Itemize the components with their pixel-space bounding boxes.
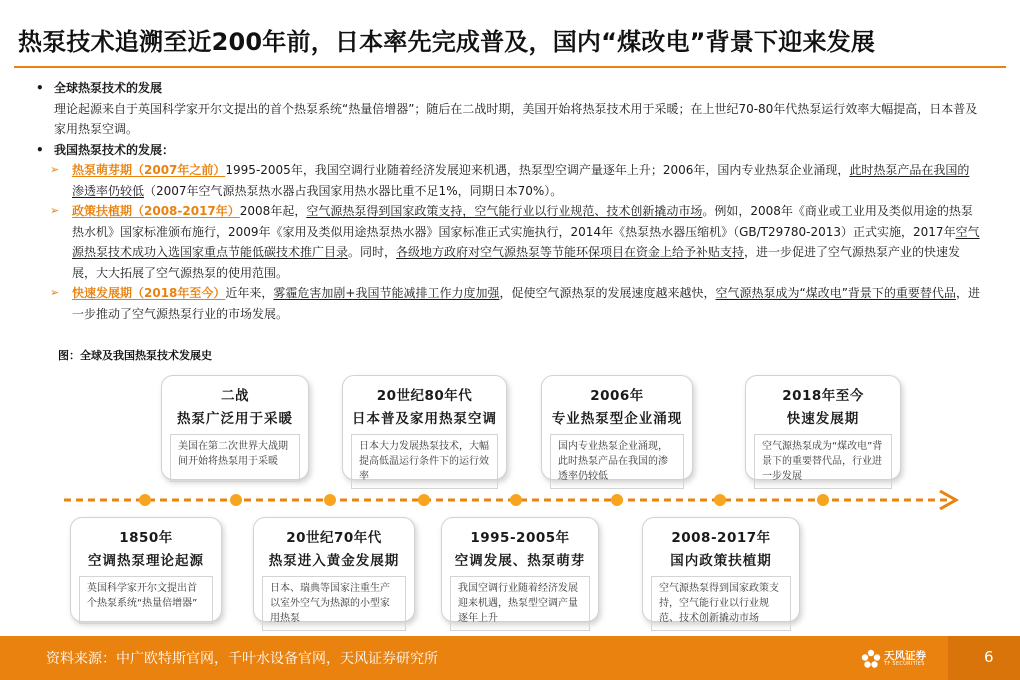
timeline-card-2018 — [745, 375, 901, 480]
card-year: 二战 — [221, 388, 249, 404]
card-heading: 热泵广泛用于采暖 — [177, 411, 293, 427]
bullet-icon: • — [36, 81, 44, 95]
timeline-card-2008 — [642, 517, 800, 622]
stage-text: 1995-2005年，我国空调行业随着经济发展迎来机遇，热泵型空调产量逐年上升；2006年，国内专业热泵企业涌现， — [225, 163, 850, 177]
card-year: 2008-2017年 — [671, 530, 771, 546]
china-heading: 我国热泵技术的发展： — [54, 142, 175, 157]
stage-label: 快速发展期（2018年至今） — [72, 286, 226, 300]
stage-text: 。例如，2008年《商业或工业用及类似用途的热泵热水机》国家标准颁布施行，2009年《家用及类似用途热泵热水器》国家标准正式实施执行，2014年《热泵热水器压缩机》（GB/T29780-2013）正式实施，2017年 — [72, 204, 973, 239]
global-paragraph: 理论起源来自于英国科学家开尔文提出的首个热泵系统“热量倍增器”；随后在二战时期，美国开始将热泵技术用于采暖；在上世纪70-80年代热泵运行效率大幅提高，日本普及家用热泵空调。 — [54, 101, 978, 136]
timeline-dot — [611, 494, 623, 506]
card-description: 国内专业热泵企业涌现，此时热泵产品在我国的渗透率仍较低 — [550, 434, 684, 489]
stage-item-rapid — [30, 283, 980, 324]
card-description: 空气源热泵得到国家政策支持，空气能行业以行业规范、技术创新撬动市场 — [651, 576, 791, 631]
bullet-icon: • — [36, 142, 44, 157]
card-year: 1850年 — [119, 530, 173, 546]
page-title: 热泵技术追溯至近200年前，日本率先完成普及，国内“煤改电”背景下迎来发展 — [18, 28, 876, 56]
stage-text: （2007年空气源热泵热水器占我国家用热水器比重不足1%，同期日本70%）。 — [144, 183, 563, 198]
stage-text: 。同时， — [348, 245, 397, 259]
card-heading: 空调热泵理论起源 — [88, 553, 204, 569]
card-description: 日本、瑞典等国家注重生产以室外空气为热源的小型家用热泵 — [262, 576, 406, 631]
card-heading: 国内政策扶植期 — [670, 553, 772, 569]
stage-item-policy — [30, 201, 980, 283]
figure-caption: 图：全球及我国热泵技术发展史 — [58, 349, 212, 362]
card-description: 空气源热泵成为“煤改电”背景下的重要替代品，行业进一步发展 — [754, 434, 892, 489]
arrow-bullet-icon: ➢ — [50, 204, 60, 217]
card-year: 2018年至今 — [782, 388, 864, 404]
stage-text: ，进一步推动了空气源热泵行业的市场发展。 — [72, 286, 980, 321]
stage-item-sprout — [30, 160, 980, 201]
global-heading-row — [30, 78, 980, 99]
stage-underlined-text: 雾霾危害加剧+我国节能减排工作力度加强 — [273, 286, 500, 300]
stage-underlined-text: 各级地方政府对空气源热泵等节能环保项目在资金上给予补贴支持 — [396, 245, 745, 259]
flower-logo-icon — [860, 648, 882, 670]
stage-label: 政策扶植期（2008-2017年） — [72, 204, 240, 218]
global-heading: 全球热泵技术的发展 — [54, 81, 163, 95]
card-description: 我国空调行业随着经济发展迎来机遇，热泵型空调产量逐年上升 — [450, 576, 590, 631]
card-heading: 热泵进入黄金发展期 — [268, 553, 400, 569]
stage-text: 2008年起， — [239, 204, 307, 218]
footer-bar — [0, 636, 1020, 680]
timeline-card-1970s — [253, 517, 415, 622]
timeline-dot — [230, 494, 242, 506]
page-number: 6 — [984, 648, 994, 666]
timeline-dot — [418, 494, 430, 506]
timeline-dot — [324, 494, 336, 506]
card-heading: 快速发展期 — [786, 411, 860, 427]
logo-text: 天风证券 — [884, 650, 926, 662]
stage-underlined-text: 空气源热泵得到国家政策支持，空气能行业以行业规范、技术创新撬动市场 — [306, 204, 703, 218]
timeline-dot — [714, 494, 726, 506]
card-year: 2006年 — [590, 388, 644, 404]
card-heading: 空调发展、热泵萌芽 — [454, 553, 586, 569]
timeline-dot — [510, 494, 522, 506]
card-year: 1995-2005年 — [470, 530, 570, 546]
timeline-card-1980s — [342, 375, 507, 480]
brand-logo — [860, 646, 940, 672]
china-heading-row — [30, 140, 980, 161]
card-heading: 专业热泵型企业涌现 — [551, 411, 683, 427]
card-description: 日本大力发展热泵技术，大幅提高低温运行条件下的运行效率 — [351, 434, 498, 489]
title-divider — [14, 66, 1006, 68]
stage-label: 热泵萌芽期（2007年之前） — [72, 163, 226, 177]
stage-text: ，促使空气源热泵的发展速度越来越快， — [499, 286, 716, 300]
page-number-box — [948, 636, 1020, 680]
arrow-bullet-icon: ➢ — [50, 286, 60, 299]
card-description: 美国在第二次世界大战期间开始将热泵用于采暖 — [170, 434, 300, 482]
card-heading: 日本普及家用热泵空调 — [352, 411, 497, 427]
card-description: 英国科学家开尔文提出首个热泵系统“热量倍增器” — [79, 576, 213, 624]
body-text — [30, 78, 980, 324]
timeline-card-ww2 — [161, 375, 309, 480]
timeline-dot — [817, 494, 829, 506]
timeline-arrow — [0, 480, 1020, 520]
stage-underlined-text: 此时热泵产品在我国的渗透率仍较低 — [72, 163, 970, 198]
stage-text: ，进一步促进了空气源热泵产业的快速发展，大大拓展了空气源热泵的使用范围。 — [72, 245, 961, 280]
timeline-card-1850 — [70, 517, 222, 622]
source-note: 资料来源：中广欧特斯官网，千叶水设备官网，天风证券研究所 — [46, 651, 438, 667]
stage-underlined-text: 空气源热泵技术成功入选国家重点节能低碳技术推广目录 — [72, 224, 980, 259]
timeline-card-1995 — [441, 517, 599, 622]
arrow-bullet-icon: ➢ — [50, 163, 60, 176]
card-year: 20世纪80年代 — [376, 388, 473, 404]
stage-underlined-text: 空气源热泵成为“煤改电”背景下的重要替代品 — [715, 286, 956, 300]
timeline-dot — [139, 494, 151, 506]
logo-subtext: TF SECURITIES — [884, 661, 925, 667]
card-year: 20世纪70年代 — [286, 530, 382, 546]
timeline-card-2006 — [541, 375, 693, 480]
stage-text: 近年来， — [225, 286, 274, 300]
